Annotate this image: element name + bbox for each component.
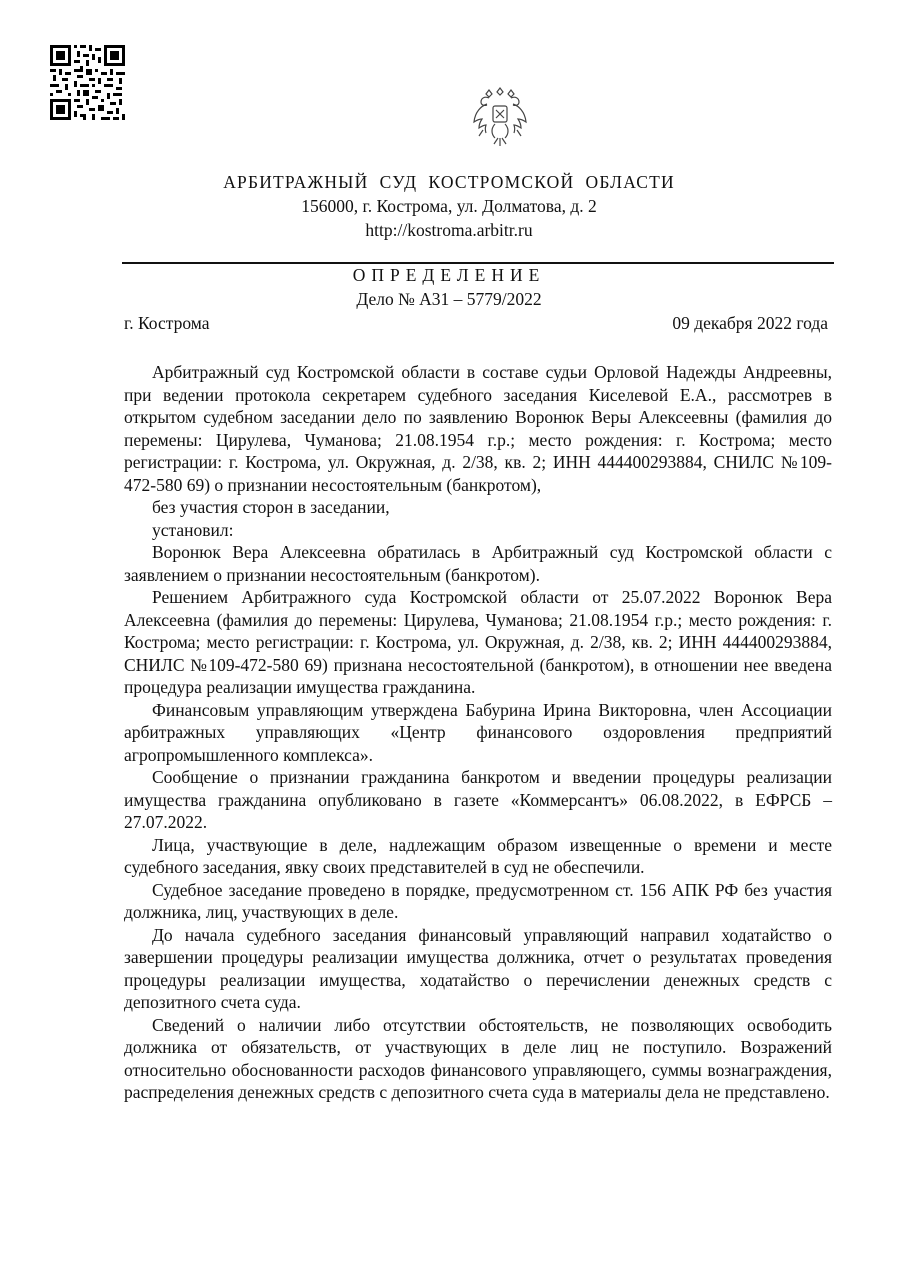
court-website-link[interactable]: http://kostroma.arbitr.ru <box>365 220 533 240</box>
coat-of-arms-icon <box>465 80 535 150</box>
court-address: 156000, г. Кострома, ул. Долматова, д. 2 <box>301 196 597 216</box>
paragraph: Воронюк Вера Алексеевна обратилась в Арбитражный суд Костромской области с заявлением о признании несостоятельным (банкротом). <box>124 542 832 585</box>
document-body <box>124 361 832 1104</box>
document-city: г. Кострома <box>124 313 210 333</box>
document-date: 09 декабря 2022 года <box>672 313 828 333</box>
paragraph: Судебное заседание проведено в порядке, предусмотренном ст. 156 АПК РФ без участия должника, лиц, участвующих в деле. <box>124 879 832 922</box>
paragraph: Сообщение о признании гражданина банкротом и введении процедуры реализации имущества гражданина опубликовано в газете «Коммерсантъ» 06.08.2022, в ЕФРСБ – 27.07.2022. <box>124 767 832 832</box>
case-number: Дело № А31 – 5779/2022 <box>356 289 542 309</box>
paragraph: Сведений о наличии либо отсутствии обстоятельств, не позволяющих освободить должника от обязательств, от участвующих в деле лиц не поступило. Возражений относительно обоснованности расходов финансового управляющего, суммы вознаграждения, распределения денежных средств с депозитного счета суда в материалы дела не представлено. <box>124 1014 832 1102</box>
document-type: ОПРЕДЕЛЕНИЕ <box>352 265 546 285</box>
paragraph: До начала судебного заседания финансовый управляющий направил ходатайство о завершении процедуры реализации имущества должника, отчет о результатах проведения процедуры реализации имущества, ходатайство о перечислении денежных средств с депозитного счета суда. <box>124 924 832 1012</box>
paragraph: Финансовым управляющим утверждена Бабурина Ирина Викторовна, член Ассоциации арбитражных управляющих «Центр финансового оздоровления предприятий агропромышленного комплекса». <box>124 699 832 765</box>
paragraph: Арбитражный суд Костромской области в составе судьи Орловой Надежды Андреевны, при ведении протокола секретарем судебного заседания Киселевой Е.А., рассмотрев в открытом судебном заседании дело по заявлению Воронюк Веры Алексеевны (фамилия до перемены: Цирулева, Чуманова; 21.08.1954 г.р.; место рождения: г. Кострома; место регистрации: г. Кострома, ул. Окружная, д. 2/38, кв. 2; ИНН 444400293884, СНИЛС №109-472-580 69) о признании несостоятельным (банкротом), <box>124 362 832 495</box>
paragraph: без участия сторон в заседании, <box>152 497 390 517</box>
court-name: АРБИТРАЖНЫЙ СУД КОСТРОМСКОЙ ОБЛАСТИ <box>223 172 675 192</box>
qr-code-icon <box>50 45 125 120</box>
paragraph: Лица, участвующие в деле, надлежащим образом извещенные о времени и месте судебного заседания, явку своих представителей в суд не обеспечили. <box>124 834 832 877</box>
header-divider <box>122 262 834 264</box>
paragraph: установил: <box>152 519 234 540</box>
paragraph: Решением Арбитражного суда Костромской области от 25.07.2022 Воронюк Вера Алексеевна (фамилия до перемены: Цирулева, Чуманова; 21.08.1954 г.р.; место рождения: г. Кострома; место регистрации: г. Кострома, ул. Окружная, д. 2/38, кв. 2; ИНН 444400293884, СНИЛС №109-472-580 69) признана несостоятельной (банкротом), в отношении нее введена процедура реализации имущества гражданина. <box>124 587 832 697</box>
